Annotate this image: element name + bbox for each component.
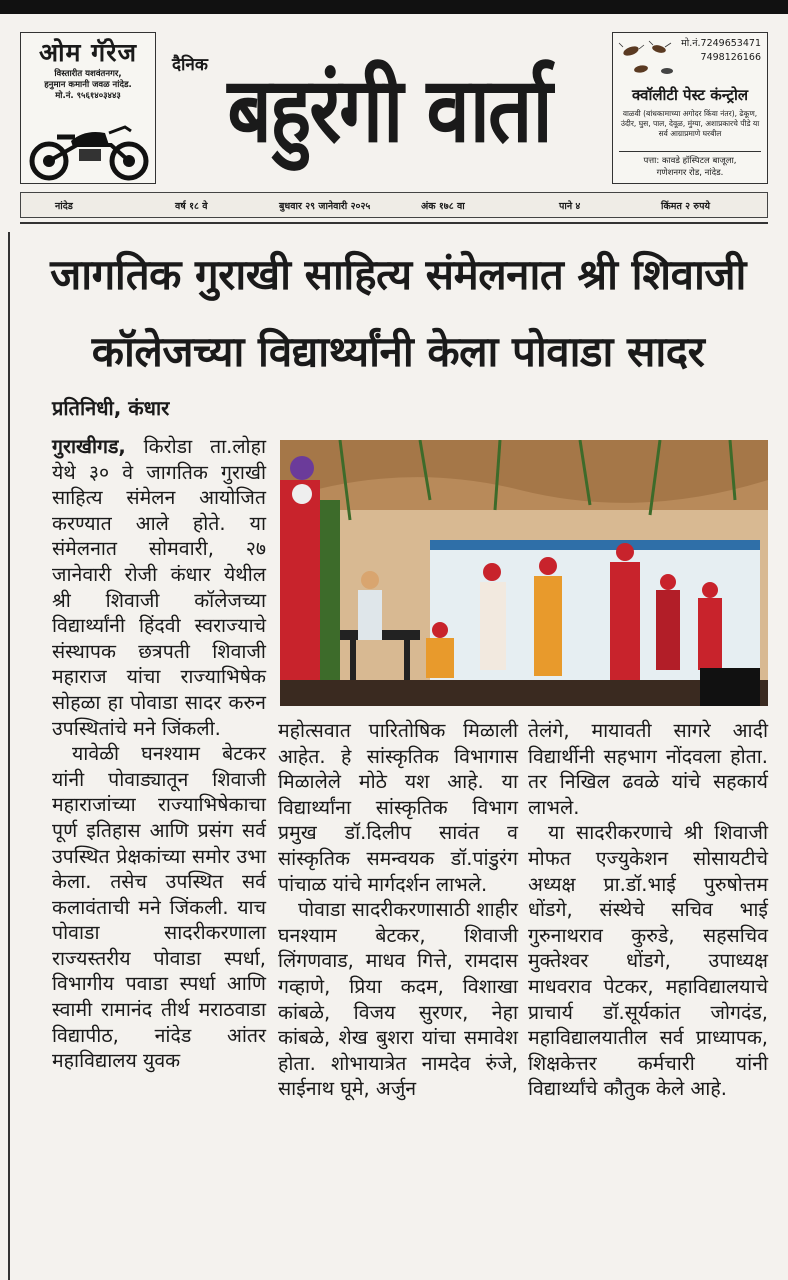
masthead — [20, 30, 768, 188]
date-strip — [20, 192, 768, 218]
strip-date: बुधवार २९ जानेवारी २०२५ — [279, 201, 371, 212]
paragraph-1: किरोडा ता.लोहा येथे ३० वे जागतिक गुराखी साहित्य संमेलन आयोजित करण्यात आले होते. या संमेलनात सोमवारी, २७ जानेवारी रोजी कंधार येथील श्री शिवाजी कॉलेजच्या विद्यार्थ्यांनी हिंदवी स्वराज्याचे संस्थापक छत्रपती शिवाजी महाराज यांचा राज्याभिषेक सोहळा हा पोवाडा सादर करुन उपस्थितांचे मने जिंकली. — [52, 435, 266, 740]
motorcycle-icon — [27, 119, 151, 181]
paragraph-3: महोत्सवात पारितोषिक मिळाली आहेत. हे सांस्कृतिक विभागास मिळालेले मोठे यश आहे. या विद्यार्थ्यांना सांस्कृतिक विभाग प्रमुख डॉ.दिलीप सावंत व सांस्कृतिक समन्वयक डॉ.पांडुरंग पांचाळ यांचे मार्गदर्शन लाभले. — [278, 719, 518, 896]
pest-control-ad — [612, 32, 768, 184]
strip-pages: पाने ४ — [559, 201, 581, 212]
pest-ad-description: वाळवी (बांधकामाच्या अगोदर किंवा नंतर), ढेकूण, उंदीर, घुस, पाल, देवूळ, मुंग्या, अशाप्रकारचे पीडे या सर्व आग्राप्रमाणे घरबील — [620, 109, 760, 138]
event-photo — [280, 440, 768, 706]
pest-ad-phone-2: 7498126166 — [700, 52, 761, 63]
divider — [20, 222, 768, 224]
pest-ad-phone-1: मो.नं.7249653471 — [681, 38, 761, 49]
garage-ad-address-2: हनुमान कमानी जवळ नांदेड. — [44, 80, 132, 90]
pest-ad-address-1: पत्ता: कावडे हॉस्पिटल बाजूला, — [643, 156, 737, 166]
paragraph-4: पोवाडा सादरीकरणासाठी शाहीर घनश्याम बेटकर, शिवाजी लिंगणवाड, माधव गित्ते, रामदास गव्हाणे, प्रिया कदम, विशाखा कांबळे, विजय सुरणर, नेहा कांबळे, शेख बुशरा यांचा समावेश होता. शोभायात्रेत नामदेव रुंजे, साईनाथ घूमे, अर्जुन — [278, 898, 518, 1101]
paper-prefix: दैनिक — [172, 55, 208, 75]
article-column-2 — [278, 718, 518, 1102]
paragraph-5: तेलंगे, मायावती सागरे आदी विद्यार्थीनी सहभाग नोंदवला होता. तर निखिल ढवळे यांचे सहकार्य लाभले. — [528, 719, 768, 819]
article-column-1 — [52, 434, 266, 1074]
status-bar — [0, 0, 788, 14]
pest-ad-address-2: गणेशनगर रोड, नांदेड. — [656, 168, 724, 178]
dateline: गुराखीगड, — [52, 435, 126, 458]
garage-ad-title: ओम गॅरेज — [38, 38, 138, 67]
cockroach-icon — [617, 39, 679, 83]
article-column-3 — [528, 718, 768, 1102]
garage-ad-phone: मो.नं. ९५६१४०३४४३ — [55, 91, 121, 101]
strip-city: नांदेड — [55, 201, 73, 212]
strip-issue: अंक १७८ वा — [421, 201, 465, 212]
strip-price: किंमत २ रुपये — [661, 201, 710, 212]
paper-name: बहुरंगी वार्ता — [227, 59, 551, 163]
byline: प्रतिनिधी, कंधार — [52, 396, 170, 420]
garage-ad — [20, 32, 156, 184]
headline — [18, 236, 778, 390]
strip-year: वर्ष १८ वे — [175, 201, 208, 212]
page-edge-rule — [8, 232, 10, 1280]
headline-line-2: कॉलेजच्या विद्यार्थ्यांनी केला पोवाडा सादर — [91, 327, 705, 376]
paragraph-6: या सादरीकरणाचे श्री शिवाजी मोफत एज्युकेशन सोसायटीचे अध्यक्ष प्रा.डॉ.भाई पुरुषोत्तम धोंडगे, संस्थेचे सचिव भाई गुरुनाथराव कुरुडे, सहसचिव मुक्तेश्वर धोंडगे, उपाध्यक्ष माधवराव पेटकर, महाविद्यालयाचे प्राचार्य डॉ.सूर्यकांत जोगदंड, महाविद्यालयातील सर्व प्राध्यापक, शिक्षकेत्तर कर्मचारी यांनी विद्यार्थ्यांचे कौतुक केले आहे. — [528, 821, 768, 1101]
headline-line-1: जागतिक गुराखी साहित्य संमेलनात श्री शिवाजी — [50, 250, 746, 299]
garage-ad-address-1: विस्तारीत यशवंतनगर, — [54, 69, 122, 79]
paragraph-2: यावेळी घनश्याम बेटकर यांनी पोवाड्यातून शिवाजी महाराजांच्या राज्याभिषेकाचा पूर्ण इतिहास आणि प्रसंग सर्व उपस्थित प्रेक्षकांच्या समोर उभा केला. तसेच उपस्थित सर्व कलावंताची मने जिंकली. याच पोवाडा सादरीकरणाला राज्यस्तरीय पोवाडा स्पर्धा, विभागीय पवाडा स्पर्धा आणि स्वामी रामानंद तीर्थ मराठवाडा विद्यापीठ, नांदेड आंतर महाविद्यालय युवक — [52, 742, 266, 1073]
pest-ad-title: क्वॉलीटी पेस्ट कंन्ट्रोल — [631, 86, 749, 104]
